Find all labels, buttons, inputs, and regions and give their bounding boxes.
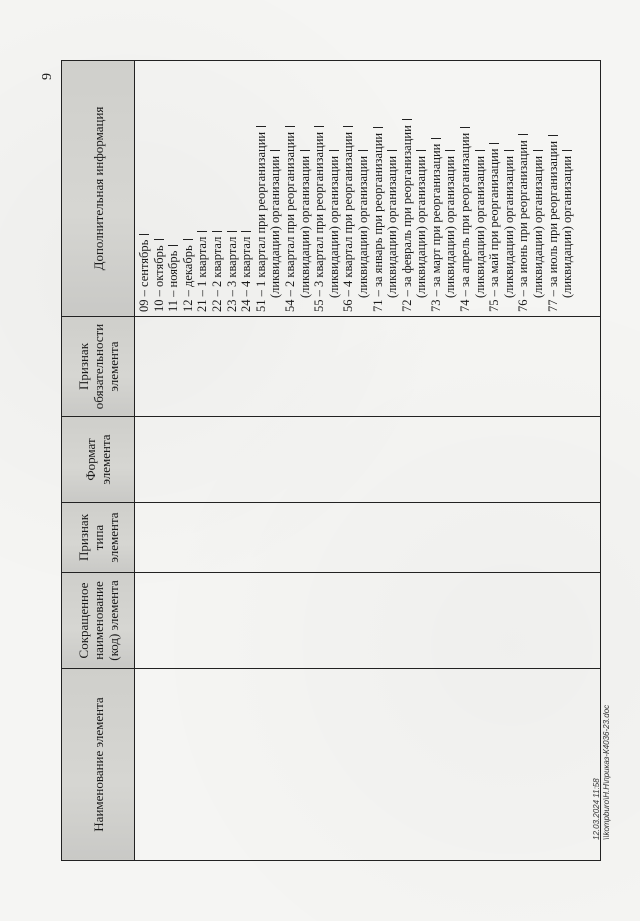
list-item-text: (ликвидации) организации	[268, 155, 283, 298]
cell-element-code	[135, 573, 601, 669]
footer-timestamp: 12.03.2024 11:58	[592, 778, 601, 840]
bracket-marker	[504, 150, 514, 152]
list-item-text: 56 – 4 квартал при реорганизации	[341, 131, 356, 312]
list-item	[546, 65, 561, 312]
list-item-text: (ликвидации) организации	[297, 155, 312, 298]
bracket-marker	[416, 150, 426, 152]
cell-element-name	[135, 669, 601, 861]
list-item	[473, 65, 488, 312]
list-item-text: (ликвидации) организации	[531, 155, 546, 298]
bracket-marker	[256, 126, 266, 128]
list-item-text: 54 – 2 квартал при реорганизации	[282, 131, 297, 312]
list-item	[371, 65, 386, 312]
list-item	[487, 65, 502, 312]
list-item	[254, 65, 269, 312]
list-item-text: (ликвидации) организации	[560, 155, 575, 298]
elements-table	[61, 60, 601, 861]
bracket-marker	[154, 239, 164, 241]
bracket-marker	[460, 127, 470, 129]
list-item	[516, 65, 531, 312]
bracket-marker	[300, 150, 310, 152]
list-item	[341, 65, 356, 312]
list-item-text: (ликвидации) организации	[443, 155, 458, 298]
bracket-marker	[548, 135, 558, 137]
additional-info-list	[135, 61, 575, 316]
bracket-marker	[329, 150, 339, 152]
list-item	[414, 65, 429, 312]
cell-element-format	[135, 417, 601, 503]
header-element-type: Признак типа элемента	[62, 503, 135, 573]
list-item-text: 12 – декабрь	[180, 245, 195, 312]
list-item	[137, 65, 152, 312]
cell-additional-info	[135, 61, 601, 317]
list-item	[283, 65, 298, 312]
page-number-text: 9	[40, 73, 55, 80]
list-item	[195, 65, 210, 312]
bracket-marker	[270, 150, 280, 152]
cell-element-type	[135, 503, 601, 573]
list-item-text: 10 – октябрь	[151, 245, 166, 312]
bracket-marker	[518, 134, 528, 136]
bracket-marker	[285, 126, 295, 128]
list-item-text: 55 – 3 квартал при реорганизации	[312, 131, 327, 312]
bracket-marker	[139, 234, 149, 236]
list-item-text: (ликвидации) организации	[472, 155, 487, 298]
list-item	[312, 65, 327, 312]
list-item	[268, 65, 283, 312]
list-item-text: 72 – за февраль при реорганизации	[399, 125, 414, 312]
list-item	[298, 65, 313, 312]
bracket-marker	[475, 150, 485, 152]
list-item	[531, 65, 546, 312]
list-item-text: 71 – за январь при реорганизации	[370, 132, 385, 312]
list-item	[429, 65, 444, 312]
list-item-text: 22 – 2 квартал	[209, 236, 224, 312]
header-additional-info: Дополнительная информация	[62, 61, 135, 317]
bracket-marker	[183, 239, 193, 241]
header-element-format: Формат элемента	[62, 417, 135, 503]
list-item-text: 09 – сентябрь	[137, 239, 151, 312]
bracket-marker	[445, 150, 455, 152]
list-item	[210, 65, 225, 312]
list-item-text: (ликвидации) организации	[414, 155, 429, 298]
list-item-text: 75 – за май при реорганизации	[487, 148, 502, 312]
list-item-text: (ликвидации) организации	[355, 155, 370, 298]
page-number	[40, 40, 60, 80]
bracket-marker	[387, 150, 397, 152]
list-item	[239, 65, 254, 312]
bracket-marker	[489, 143, 499, 145]
list-item-text: 24 – 4 квартал	[239, 236, 254, 312]
bracket-marker	[533, 150, 543, 152]
list-item-text: (ликвидации) организации	[326, 155, 341, 298]
list-item	[225, 65, 240, 312]
table-header-row	[62, 61, 135, 861]
bracket-marker	[431, 138, 441, 140]
list-item	[400, 65, 415, 312]
list-item	[356, 65, 371, 312]
list-item-text: 77 – за июль при реорганизации	[545, 140, 560, 312]
list-item	[152, 65, 167, 312]
bracket-marker	[212, 231, 222, 233]
bracket-marker	[343, 126, 353, 128]
list-item	[181, 65, 196, 312]
list-item-text: (ликвидации) организации	[385, 155, 400, 298]
list-item	[166, 65, 181, 312]
bracket-marker	[373, 127, 383, 129]
cell-element-required	[135, 317, 601, 417]
footer-filepath: \\kompburo\Н.Н\приказ-К4036-23.doc	[602, 704, 611, 840]
rotated-content	[61, 61, 601, 861]
bracket-marker	[241, 231, 251, 233]
bracket-marker	[562, 150, 572, 152]
list-item-text: (ликвидации) организации	[501, 155, 516, 298]
list-item-text: 23 – 3 квартал	[224, 236, 239, 312]
header-element-required: Признак обязательности элемента	[62, 317, 135, 417]
file-footer	[592, 705, 612, 840]
list-item-text: 73 – за март при реорганизации	[428, 143, 443, 312]
list-item	[385, 65, 400, 312]
list-item-text: 11 – ноябрь	[166, 250, 181, 312]
list-item-text: 51 – 1 квартал при реорганизации	[253, 131, 268, 312]
list-item-text: 74 – за апрель при реорганизации	[458, 132, 473, 312]
list-item	[443, 65, 458, 312]
list-item-text: 76 – за июнь при реорганизации	[516, 140, 531, 312]
list-item	[502, 65, 517, 312]
list-item	[458, 65, 473, 312]
bracket-marker	[402, 119, 412, 121]
bracket-marker	[197, 231, 207, 233]
header-element-name: Наименование элемента	[62, 669, 135, 861]
header-element-code: Сокращенное наименование (код) элемента	[62, 573, 135, 669]
bracket-marker	[227, 231, 237, 233]
table-row	[135, 61, 601, 861]
list-item-text: 21 – 1 квартал	[195, 236, 210, 312]
bracket-marker	[168, 245, 178, 247]
bracket-marker	[314, 126, 324, 128]
bracket-marker	[358, 150, 368, 152]
list-item	[327, 65, 342, 312]
list-item	[560, 65, 575, 312]
